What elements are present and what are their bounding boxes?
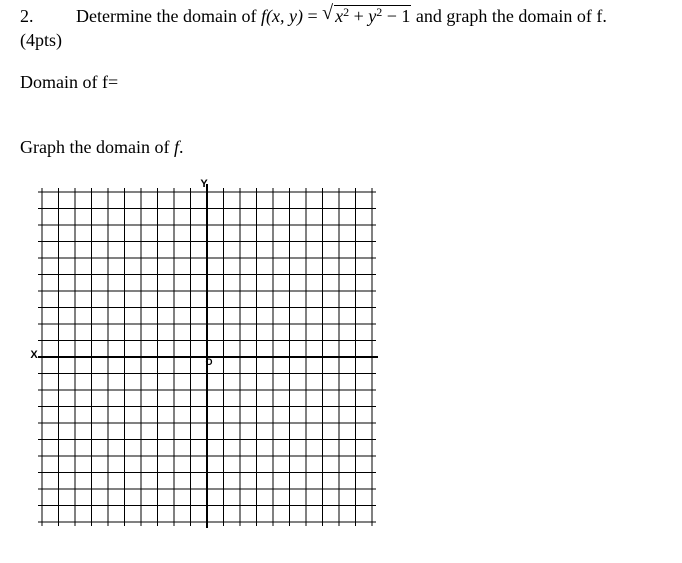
square-root-expression bbox=[322, 2, 411, 27]
function-name: f bbox=[260, 6, 266, 26]
graph-prompt bbox=[20, 136, 183, 158]
coordinate-grid[interactable] bbox=[26, 176, 378, 528]
domain-answer-prompt: Domain of f= bbox=[20, 72, 119, 92]
question-outro: and graph the domain of f. bbox=[415, 6, 607, 26]
question-intro: Determine the domain of bbox=[76, 6, 257, 26]
graph-prompt-text: Graph the domain of bbox=[20, 137, 170, 157]
y-axis-label: Y bbox=[200, 178, 208, 190]
graph-prompt-period: . bbox=[178, 137, 184, 157]
points-label: (4pts) bbox=[20, 30, 62, 50]
grid-svg[interactable] bbox=[26, 176, 378, 528]
radicand: $x^2 + y^2 - 1$ bbox=[335, 5, 411, 26]
equals-sign: = bbox=[307, 6, 318, 26]
function-args: (x, y) bbox=[265, 6, 303, 26]
question-number: 2. bbox=[20, 6, 34, 26]
x-axis-label: X bbox=[30, 349, 38, 361]
radical-sign-icon: √ bbox=[322, 2, 334, 24]
axes bbox=[38, 184, 378, 528]
graph-prompt-function: f bbox=[173, 137, 179, 157]
question-line bbox=[20, 2, 607, 27]
origin-label: O bbox=[205, 357, 213, 367]
